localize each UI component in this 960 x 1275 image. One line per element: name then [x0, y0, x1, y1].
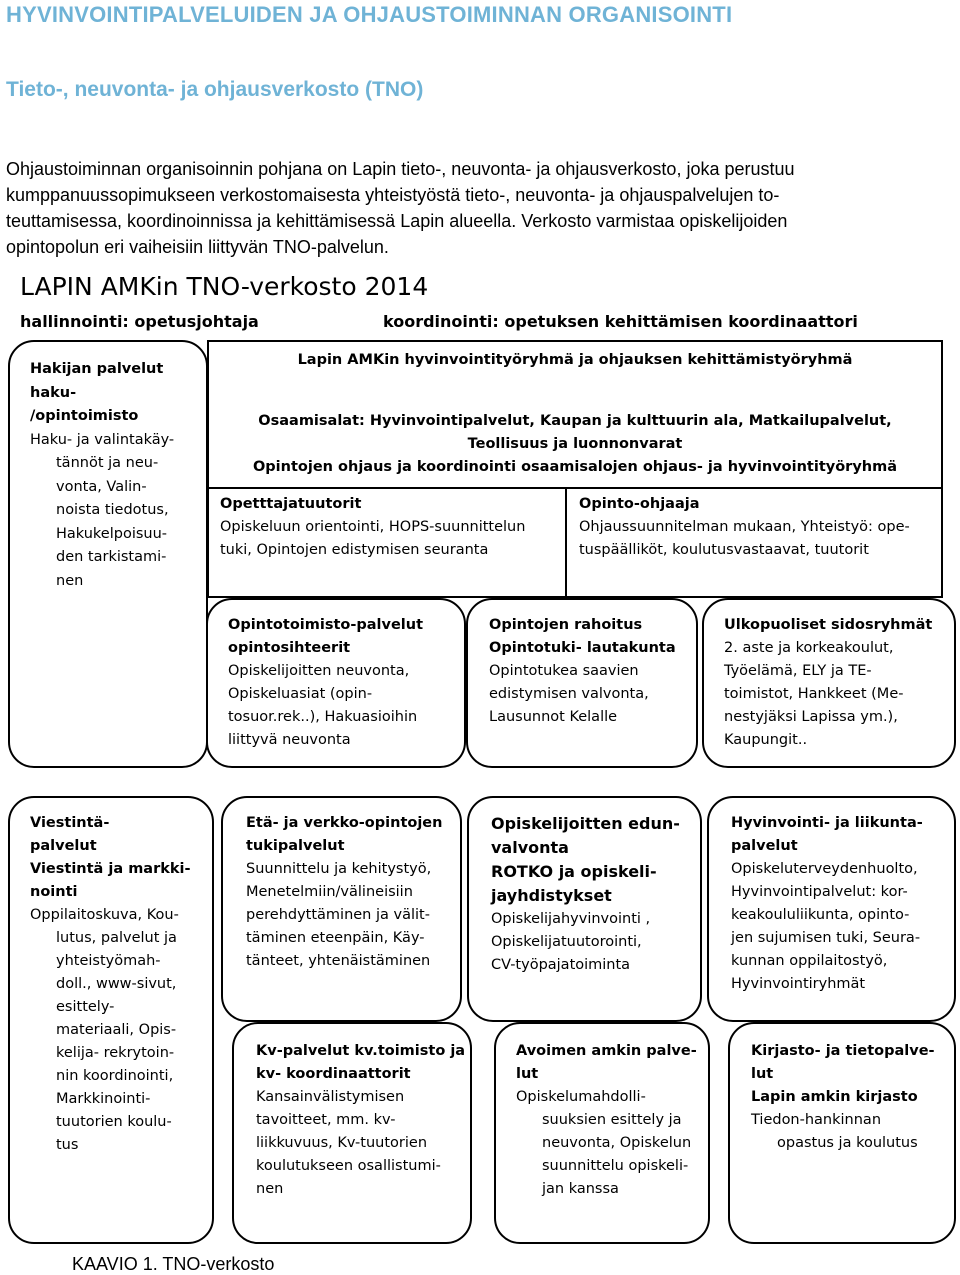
box-text: Tiedon-hankinnan	[751, 1112, 882, 1128]
box-heading: kv- koordinaattorit	[256, 1066, 411, 1082]
box-text: tänteet, yhtenäistäminen	[246, 953, 431, 969]
box-text: tuspäälliköt, koulutusvastaavat, tuutorit	[579, 542, 869, 558]
box-heading: nointi	[30, 884, 78, 900]
box-heading: lut	[751, 1066, 774, 1082]
box-text: Kaupungit..	[724, 732, 808, 748]
box-heading: palvelut	[731, 838, 798, 854]
box-text: Työelämä, ELY ja TE-	[724, 663, 872, 679]
box-text: nen	[56, 572, 84, 589]
box-text: perehdyttäminen ja välit-	[246, 907, 430, 923]
box-text: kunnan oppilaitostyö,	[731, 953, 888, 969]
box-heading: Kirjasto- ja tietopalve-	[751, 1043, 935, 1059]
box-text: tus	[56, 1137, 79, 1153]
box-text: neuvonta, Opiskelun	[542, 1135, 692, 1151]
box-text: edistymisen valvonta,	[489, 686, 649, 702]
box-text: Hyvinvointiryhmät	[731, 976, 866, 992]
box-text: jan kanssa	[542, 1181, 619, 1197]
box-text: suuksien esittely ja	[542, 1112, 682, 1128]
box-text: Opiskelijahyvinvointi ,	[491, 911, 651, 927]
box-text: vonta, Valin-	[56, 478, 147, 495]
box-heading: Kv-palvelut kv.toimisto ja	[256, 1043, 466, 1059]
box-text: nestyjäksi Lapissa ym.),	[724, 709, 898, 725]
box-text: Suunnittelu ja kehitystyö,	[246, 861, 432, 877]
external-stakeholders-text	[724, 614, 932, 752]
box-text: Menetelmiin/välineisiin	[246, 884, 413, 900]
figure-caption: KAAVIO 1. TNO-verkosto	[72, 1254, 275, 1274]
box-text: Lausunnot Kelalle	[489, 709, 618, 725]
box-text: tuutorien koulu-	[56, 1114, 172, 1130]
box-text: Hakukelpoisuu-	[56, 525, 168, 542]
box-heading: Opintotuki- lautakunta	[489, 640, 676, 656]
box-text: tännöt ja neu-	[56, 455, 159, 471]
study-counselor-text	[579, 493, 910, 562]
box-text: 2. aste ja korkeakoulut,	[724, 640, 894, 656]
box-text: opastus ja koulutus	[777, 1135, 918, 1151]
box-heading: Opintotoimisto-palvelut	[228, 617, 424, 633]
intro-paragraph	[6, 156, 954, 260]
box-text: nin koordinointi,	[56, 1068, 174, 1084]
box-heading: jayhdistykset	[491, 886, 612, 905]
box-text: den tarkistami-	[56, 549, 167, 565]
box-text: liittyvä neuvonta	[228, 732, 351, 748]
box-text: keakoululiikunta, opinto-	[731, 907, 910, 923]
section-subtitle: Tieto-, neuvonta- ja ohjausverkosto (TNO)	[6, 78, 424, 101]
intro-line: kumppanuussopimukseen verkostomaisesta yhteistyöstä tieto-, neuvonta- ja ohjauspalvelujen to-	[6, 185, 780, 205]
online-studies-text	[246, 812, 442, 973]
box-heading: Opiskelijoitten edun-	[491, 814, 680, 833]
box-text: lutus, palvelut ja	[56, 930, 177, 946]
box-text: Hyvinvointipalvelut: kor-	[731, 884, 908, 900]
admin-label: hallinnointi: opetusjohtaja	[20, 312, 259, 331]
wellbeing-services-text	[731, 812, 923, 996]
study-funding-text	[489, 614, 676, 729]
communication-services-text	[30, 812, 191, 1157]
box-text: tavoitteet, mm. kv-	[256, 1112, 396, 1128]
box-heading: Hakijan palvelut	[30, 361, 164, 377]
box-text: tuki, Opintojen edistymisen seuranta	[220, 542, 489, 558]
box-heading: ROTKO ja opiskeli-	[491, 862, 657, 881]
international-services-text	[256, 1040, 465, 1201]
box-text: nen	[256, 1181, 284, 1197]
box-text: Opiskeluun orientointi, HOPS-suunnittelun	[220, 519, 526, 535]
box-heading: Hyvinvointi- ja liikunta-	[731, 815, 923, 831]
box-heading: Viestintä ja markki-	[30, 861, 191, 877]
coordination-label: koordinointi: opetuksen kehittämisen koordinaattori	[383, 312, 858, 331]
open-amk-text	[516, 1040, 697, 1201]
box-text: jen sujumisen tuki, Seura-	[731, 930, 921, 946]
box-heading: Etä- ja verkko-opintojen	[246, 815, 443, 831]
working-group-label: Lapin AMKin hyvinvointityöryhmä ja ohjauksen kehittämistyöryhmä	[297, 352, 853, 368]
box-text: Opiskeluasiat (opin-	[228, 686, 373, 702]
box-text: CV-työpajatoiminta	[491, 957, 631, 973]
box-text: koulutukseen osallistumi-	[256, 1158, 441, 1174]
box-text: Opiskeluterveydenhuolto,	[731, 861, 918, 877]
intro-line: Ohjaustoiminnan organisoinnin pohjana on Lapin tieto-, neuvonta- ja ohjausverkosto, joka perustuu	[6, 159, 795, 179]
box-heading: Opintojen rahoitus	[489, 617, 643, 633]
box-heading: tukipalvelut	[246, 838, 345, 854]
box-text: Haku- ja valintakäy-	[30, 431, 175, 448]
intro-line: teuttamisessa, koordinoinnissa ja kehittämisessä Lapin alueella. Verkosto varmistaa opiskelijoiden	[6, 211, 788, 231]
box-text: Markkinointi-	[56, 1091, 151, 1107]
intro-line: opintopolun eri vaiheisiin liittyvän TNO-palvelun.	[6, 237, 389, 257]
box-text: Opintotukea saavien	[489, 663, 639, 679]
box-heading: /opintoimisto	[30, 408, 139, 424]
box-text: noista tiedotus,	[56, 502, 169, 518]
box-text: liikkuvuus, Kv-tuutorien	[256, 1135, 428, 1151]
box-text: Kansainvälistymisen	[256, 1089, 405, 1105]
box-text: toimistot, Hankkeet (Me-	[724, 686, 904, 702]
box-heading: Opetttajatuutorit	[220, 496, 362, 512]
teacher-tutors-text	[220, 493, 525, 562]
box-heading: haku-	[30, 384, 77, 401]
schools-line: Osaamisalat: Hyvinvointipalvelut, Kaupan ja kulttuurin ala, Matkailupalvelut,	[258, 413, 892, 429]
schools-line: Opintojen ohjaus ja koordinointi osaamisalojen ohjaus- ja hyvinvointityöryhmä	[252, 459, 898, 475]
diagram-title: LAPIN AMKin TNO-verkosto 2014	[20, 272, 429, 301]
box-text: materiaali, Opis-	[56, 1022, 177, 1038]
box-heading: Avoimen amkin palve-	[516, 1043, 697, 1059]
box-heading: Opinto-ohjaaja	[579, 496, 700, 512]
box-text: suunnittelu opiskeli-	[542, 1158, 689, 1174]
box-text: tosuor.rek..), Hakuasioihin	[228, 709, 418, 725]
box-text: Ohjaussuunnitelman mukaan, Yhteistyö: ope-	[579, 519, 910, 535]
box-heading: Ulkopuoliset sidosryhmät	[724, 617, 933, 633]
student-advocacy-text	[491, 812, 680, 977]
library-services-text	[751, 1040, 935, 1155]
box-text: Opiskelijoitten neuvonta,	[228, 663, 410, 679]
study-office-text	[228, 614, 423, 752]
page-title: HYVINVOINTIPALVELUIDEN JA OHJAUSTOIMINNAN ORGANISOINTI	[6, 2, 733, 27]
box-heading: lut	[516, 1066, 539, 1082]
box-text: Opiskelumahdolli-	[516, 1089, 646, 1105]
box-text: yhteistyömah-	[56, 953, 161, 969]
box-text: doll., www-sivut,	[56, 976, 177, 992]
box-text: Oppilaitoskuva, Kou-	[30, 907, 179, 923]
box-heading: opintosihteerit	[228, 640, 351, 656]
box-text: kelija- rekrytoin-	[56, 1045, 175, 1061]
box-heading: valvonta	[491, 838, 569, 857]
box-text: esittely-	[56, 999, 115, 1015]
schools-text	[209, 410, 941, 479]
box-text: Opiskelijatuutorointi,	[491, 934, 642, 950]
box-heading: Lapin amkin kirjasto	[751, 1089, 918, 1105]
applicant-services-text	[30, 358, 174, 593]
box-text: täminen eteenpäin, Käy-	[246, 930, 425, 946]
schools-line: Teollisuus ja luonnonvarat	[467, 436, 683, 452]
box-heading: palvelut	[30, 838, 97, 854]
box-heading: Viestintä-	[30, 815, 110, 831]
